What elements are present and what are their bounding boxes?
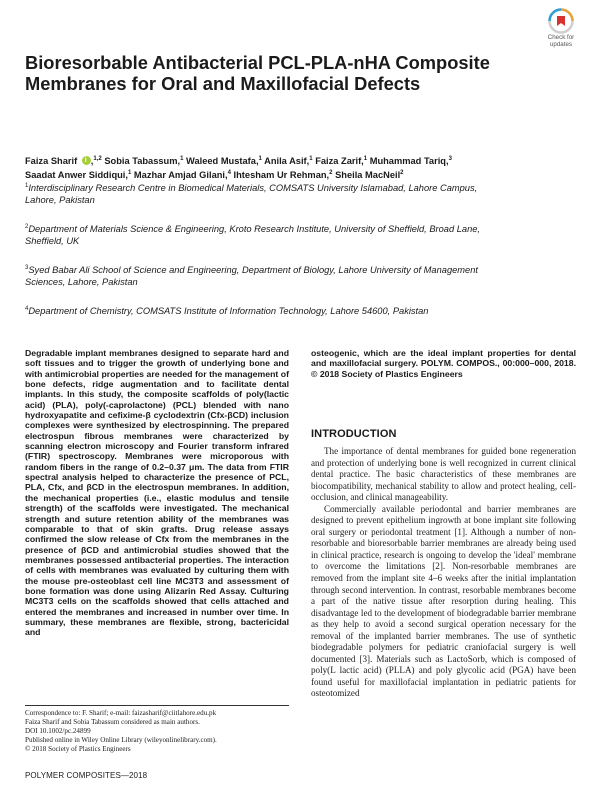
abstract-text: Degradable implant membranes designed to separate hard and soft tissues and to trigger the growth of underlying bone and with antimicrobial properties are needed for the management of bone defects, ridge augmentation and to facilitate dental implants. In this study, the composite scaffolds of poly(lactic acid) (PLA), poly(-caprolactone) (PCL) blended with nano hydroxyapatite and cefixime-β cyclodextrin (Cfx-βCD) inclusion complexes were synthesized by electrospinning. The prepared electrospun fibrous membranes were characterized by scanning electron microscopy and Fourier transform infrared (FTIR) spectroscopy. Membranes were microporous with random fibers in the range of 0.2–0.37 μm. The data from FTIR spectral analysis helped to characterize the presence of PCL, PLA, Cfx, and βCD in the electrospun membranes. In addition, the mechanical properties (i.e., elastic modulus and tensile strength) of the scaffolds were investigated. The mechanical strength and suture retention ability of the membranes was comparable to that of skin grafts. Drug release assays confirmed the slow release of Cfx from the membranes in the presence of βCD and antimicrobial studies showed that the membranes possessed antibacterial properties. The interaction of cells with membranes was evaluated by culturing them with the mouse pre-osteoblast cell line MC3T3 and assessment of bone formation was done using Alizarin Red Assay. Culturing MC3T3 cells on the scaffolds showed that cells attached and entered the membranes and increased in number over time. In summary, these membranes are flexible, strong, bactericidal and bbox=[25, 348, 289, 638]
author: Faiza Zarif,$^1$ bbox=[315, 156, 368, 167]
author-list bbox=[25, 153, 580, 181]
check-for-updates-badge[interactable] bbox=[536, 8, 586, 54]
abstract-continued: osteogenic, which are the ideal implant properties for dental and maxillofacial surgery. POLYM. COMPOS., 00:000–000, 2018. © 2018 Society of Plastics Engineers bbox=[311, 348, 576, 379]
introduction-body bbox=[311, 446, 576, 700]
badge-line-1: Check for bbox=[547, 34, 575, 41]
author: Sheila MacNeil$^2$ bbox=[335, 170, 404, 181]
author: Saadat Anwer Siddiqui,$^1$ bbox=[25, 170, 132, 181]
article-title: Bioresorbable Antibacterial PCL-PLA-nHA Composite Membranes for Oral and Maxillofacial Defects bbox=[25, 52, 490, 94]
author: Faiza Sharif i ,$^{1,2}$ bbox=[25, 156, 102, 166]
crossmark-icon bbox=[548, 8, 574, 34]
affiliation: $^2$Department of Materials Science & Engineering, Kroto Research Institute, University of Sheffield, Broad Lane, Sheffield, UK bbox=[25, 224, 480, 247]
author: Mazhar Amjad Gilani,$^4$ bbox=[133, 170, 231, 181]
footnote: Faiza Sharif and Sobia Tabassum considered as main authors. bbox=[25, 717, 200, 726]
footnote-correspondence: Correspondence to: F. Sharif; e-mail: faizasharif@ciitlahore.edu.pk bbox=[25, 709, 217, 717]
introduction-heading: INTRODUCTION bbox=[311, 428, 397, 440]
affiliation: $^4$Department of Chemistry, COMSATS Institute of Information Technology, Lahore 54600, Pakistan bbox=[25, 306, 429, 317]
paragraph: The importance of dental membranes for guided bone regeneration and protection of underlying bone is well recognized in current clinical dental practice. The basic characteristics of these membranes are biocompatibility, mechanical stability to allow and protect healing, cell-occlusion, and clinical manageability. bbox=[311, 446, 576, 503]
author: Anila Asif,$^1$ bbox=[264, 156, 313, 167]
author: Muhammad Tariq,$^3$ bbox=[369, 156, 452, 167]
author: Sobia Tabassum,$^1$ bbox=[104, 156, 184, 167]
author: Waleed Mustafa,$^1$ bbox=[186, 156, 262, 167]
footnote-doi: DOI 10.1002/pc.24899 bbox=[25, 726, 91, 735]
orcid-icon[interactable] bbox=[82, 156, 91, 165]
footnote: Published online in Wiley Online Library (wileyonlinelibrary.com). bbox=[25, 735, 217, 744]
author: Ihtesham Ur Rehman,$^2$ bbox=[233, 170, 333, 181]
page-footer: POLYMER COMPOSITES—2018 bbox=[25, 771, 148, 780]
footnotes bbox=[25, 705, 289, 754]
paragraph: Commercially available periodontal and barrier membranes are designed to prevent epithelium ingrowth at bone implant site following oral surgery or periodontal treatment [1]. Although a number of non-resorbable and bioresorbable barrier membranes are already being used in clinical practice, research is ongoing to develop the 'ideal' membrane to overcome the limitations [2]. Non-resorbable membranes are removed from the implant site 4–6 weeks after the initial implantation through second intervention. In contrast, resorbable membranes become a part of the native tissue after resorption during healing. This disadvantage led to the development of biodegradable barrier membrane as they help to avoid a second surgical operation necessary for the removal of the implanted barrier membranes. The use of synthetic biodegradable polymers for pediatric craniofacial surgery is well documented [3]. Materials such as LactoSorb, which is composed of poly(L lactic acid) (PLLA) and poly glycolic acid (PGA) have been found useful for maxillofacial implantation in pediatric patients for osteotomized bbox=[311, 503, 576, 699]
affiliation: $^3$Syed Babar Ali School of Science and Engineering, Department of Biology, Lahore University of Management Sciences, Lahore, Pakistan bbox=[25, 265, 478, 288]
badge-line-2: updates bbox=[549, 41, 573, 48]
affiliation: $^1$Interdisciplinary Research Centre in Biomedical Materials, COMSATS University Islamabad, Lahore Campus, Lahore, Pakistan bbox=[25, 183, 478, 206]
footnote-copyright: © 2018 Society of Plastics Engineers bbox=[25, 744, 131, 753]
